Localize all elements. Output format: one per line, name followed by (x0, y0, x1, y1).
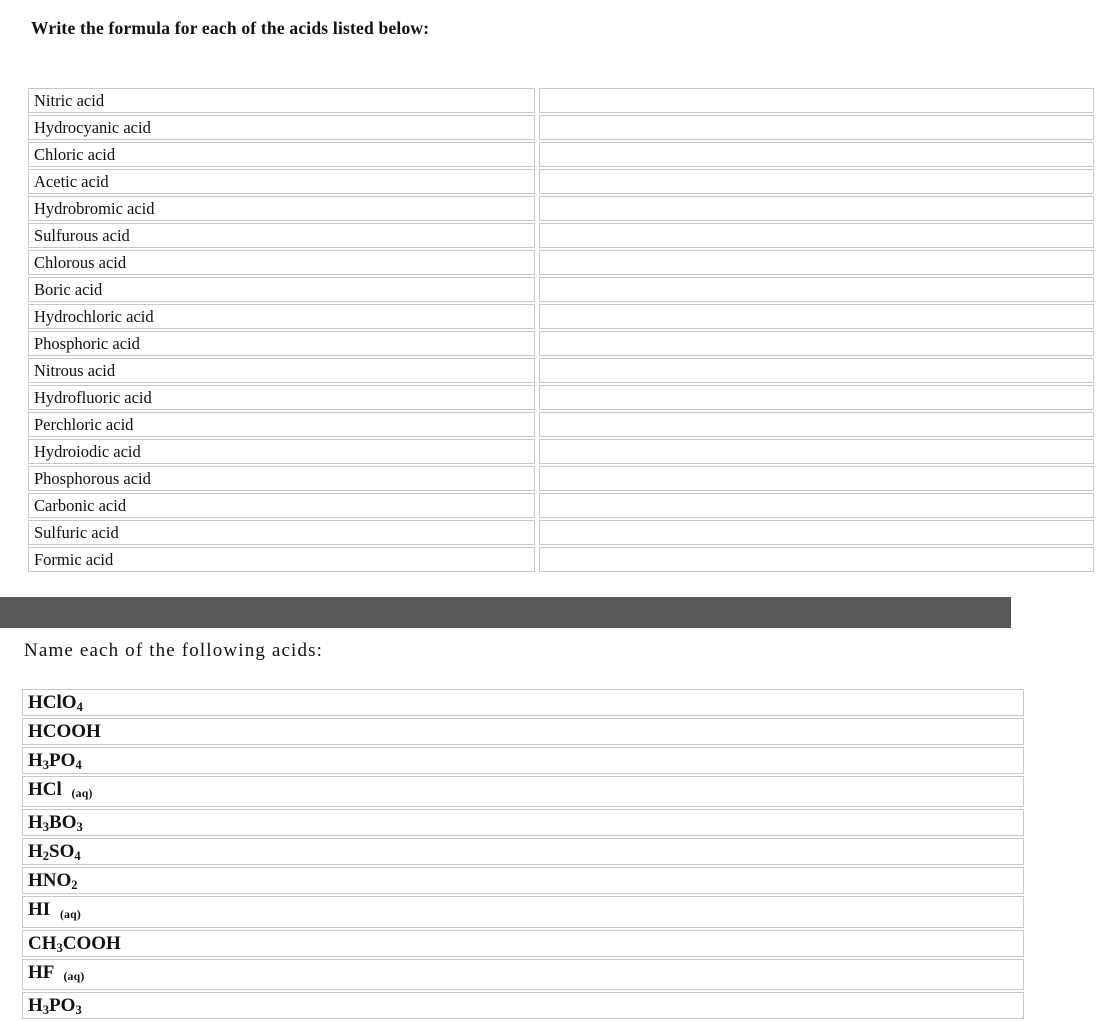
acid-formula-cell[interactable]: $HNO_2$ (22, 867, 1024, 894)
acid-formula-answer-cell[interactable] (539, 331, 1094, 356)
acid-formula-answer-cell[interactable] (539, 142, 1094, 167)
acid-name-cell: Hydrofluoric acid (28, 385, 535, 410)
acid-name-cell: Hydrocyanic acid (28, 115, 535, 140)
acid-name-cell: Perchloric acid (28, 412, 535, 437)
table-row (22, 867, 1024, 894)
acid-name-cell: Phosphorous acid (28, 466, 535, 491)
acid-formula-answer-cell[interactable] (539, 250, 1094, 275)
table-row (28, 196, 1094, 221)
acid-formula-answer-cell[interactable] (539, 439, 1094, 464)
table-row (22, 689, 1024, 716)
table-row (28, 304, 1094, 329)
table-row (28, 385, 1094, 410)
table-row (28, 412, 1094, 437)
acid-formula-answer-cell[interactable] (539, 277, 1094, 302)
acid-formula-cell[interactable]: $H_3PO_3$ (22, 992, 1024, 1019)
acid-formula-answer-cell[interactable] (539, 412, 1094, 437)
table-row (28, 331, 1094, 356)
acid-formula-cell[interactable]: HClO$_4$ (22, 689, 1024, 716)
table-row (22, 930, 1024, 957)
acid-name-cell: Sulfurous acid (28, 223, 535, 248)
table-row (22, 809, 1024, 836)
acid-name-cell: Acetic acid (28, 169, 535, 194)
acid-name-cell: Hydroiodic acid (28, 439, 535, 464)
table-row (28, 88, 1094, 113)
acid-formula-answer-cell[interactable] (539, 493, 1094, 518)
page-title-write-formula: Write the formula for each of the acids listed below: (31, 18, 430, 38)
section-divider-band (0, 597, 1011, 628)
acid-names-table-body (28, 88, 1094, 572)
acid-name-cell: Nitric acid (28, 88, 535, 113)
table-row (28, 358, 1094, 383)
acid-names-table (24, 86, 1098, 574)
table-row (28, 115, 1094, 140)
acid-formula-answer-cell[interactable] (539, 88, 1094, 113)
table-row (22, 959, 1024, 990)
acid-name-cell: Hydrochloric acid (28, 304, 535, 329)
acid-name-cell: Carbonic acid (28, 493, 535, 518)
table-row (28, 466, 1094, 491)
table-row (22, 718, 1024, 745)
table-row (28, 520, 1094, 545)
acid-name-cell: Chlorous acid (28, 250, 535, 275)
acid-name-cell: Hydrobromic acid (28, 196, 535, 221)
table-row (28, 169, 1094, 194)
acid-formula-answer-cell[interactable] (539, 385, 1094, 410)
acid-formula-answer-cell[interactable] (539, 358, 1094, 383)
acid-formula-answer-cell[interactable] (539, 304, 1094, 329)
acid-name-cell: Chloric acid (28, 142, 535, 167)
acid-formula-answer-cell[interactable] (539, 223, 1094, 248)
acid-formula-answer-cell[interactable] (539, 115, 1094, 140)
acid-name-cell: Formic acid (28, 547, 535, 572)
table-row (28, 547, 1094, 572)
acid-formula-answer-cell[interactable] (539, 466, 1094, 491)
acid-formula-cell[interactable]: $H_3BO_3$ (22, 809, 1024, 836)
table-row (22, 838, 1024, 865)
acid-formula-cell[interactable]: $H_3PO_4$ (22, 747, 1024, 774)
acid-formulas-table (18, 687, 1028, 1021)
acid-formula-answer-cell[interactable] (539, 547, 1094, 572)
acid-name-cell: Nitrous acid (28, 358, 535, 383)
acid-name-cell: Phosphoric acid (28, 331, 535, 356)
page-title-name-acids: Name each of the following acids: (24, 640, 324, 661)
acid-formulas-table-body (22, 689, 1024, 1019)
acid-formula-cell[interactable]: HCOOH (22, 718, 1024, 745)
table-row (28, 250, 1094, 275)
acid-name-cell: Boric acid (28, 277, 535, 302)
acid-formula-cell[interactable]: $CH_3COOH$ (22, 930, 1024, 957)
table-row (28, 142, 1094, 167)
acid-formula-cell[interactable]: HI (aq) (22, 896, 1024, 927)
acid-formula-answer-cell[interactable] (539, 169, 1094, 194)
acid-formula-answer-cell[interactable] (539, 520, 1094, 545)
table-row (28, 439, 1094, 464)
table-row (28, 277, 1094, 302)
acid-formula-cell[interactable]: $H_2SO_4$ (22, 838, 1024, 865)
table-row (28, 223, 1094, 248)
table-row (22, 747, 1024, 774)
acid-name-cell: Sulfuric acid (28, 520, 535, 545)
table-row (22, 776, 1024, 807)
acid-formula-cell[interactable]: HF (aq) (22, 959, 1024, 990)
table-row (28, 493, 1094, 518)
acid-formula-cell[interactable]: HCl (aq) (22, 776, 1024, 807)
table-row (22, 992, 1024, 1019)
acid-formula-answer-cell[interactable] (539, 196, 1094, 221)
table-row (22, 896, 1024, 927)
